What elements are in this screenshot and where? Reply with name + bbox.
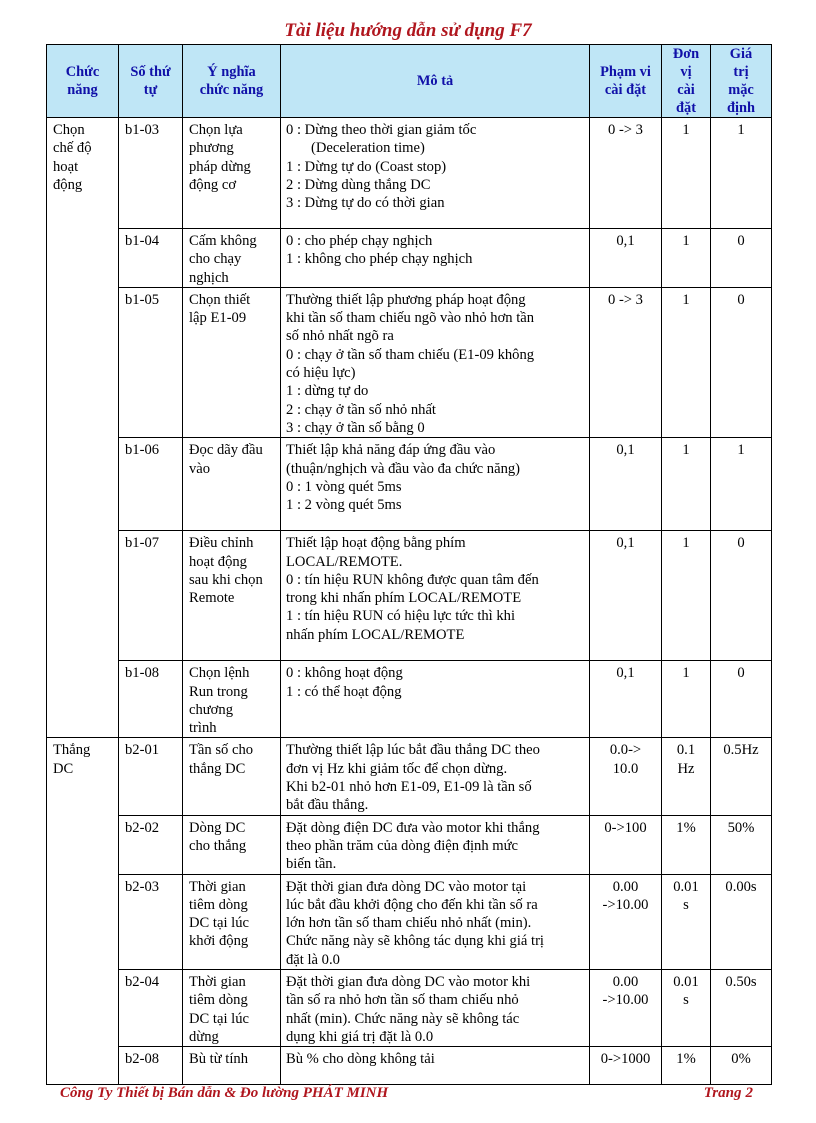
param-code: b1-05 <box>119 287 183 437</box>
table-row <box>47 874 772 969</box>
param-unit: 1% <box>662 1047 711 1085</box>
param-meaning: Điều chỉnh hoạt động sau khi chọn Remote <box>183 531 281 661</box>
param-unit: 1 <box>662 118 711 229</box>
header-meaning: Ý nghĩa chức năng <box>183 45 281 118</box>
param-default: 0 <box>711 229 772 288</box>
param-meaning: Chọn lệnh Run trong chương trình <box>183 661 281 738</box>
param-code: b1-04 <box>119 229 183 288</box>
param-range: 0.00 ->10.00 <box>590 970 662 1047</box>
param-description: Đặt thời gian đưa dòng DC vào motor khi tần số ra nhỏ hơn tần số tham chiếu nhỏ nhất (min). Chức năng này sẽ không tác dụng khi giá trị đặt là 0.0 <box>281 970 590 1047</box>
param-meaning: Chọn lựa phương pháp dừng động cơ <box>183 118 281 229</box>
param-range: 0,1 <box>590 661 662 738</box>
param-unit: 1 <box>662 531 711 661</box>
param-code: b2-01 <box>119 738 183 815</box>
param-code: b2-02 <box>119 815 183 874</box>
table-row <box>47 531 772 661</box>
param-default: 1 <box>711 438 772 531</box>
header-description: Mô tả <box>281 45 590 118</box>
param-meaning: Cấm không cho chạy nghịch <box>183 229 281 288</box>
header-default: Giá trị mặc định <box>711 45 772 118</box>
table-row <box>47 229 772 288</box>
param-unit: 0.01 s <box>662 874 711 969</box>
param-code: b1-03 <box>119 118 183 229</box>
param-meaning: Đọc dãy đầu vào <box>183 438 281 531</box>
param-default: 0.00s <box>711 874 772 969</box>
param-range: 0 -> 3 <box>590 118 662 229</box>
table-row <box>47 815 772 874</box>
param-meaning: Tần số cho thắng DC <box>183 738 281 815</box>
param-description: Thiết lập khả năng đáp ứng đầu vào (thuận/nghịch và đầu vào đa chức năng) 0 : 1 vòng quét 5ms 1 : 2 vòng quét 5ms <box>281 438 590 531</box>
table-row <box>47 661 772 738</box>
table-row <box>47 970 772 1047</box>
param-range: 0,1 <box>590 229 662 288</box>
param-range: 0,1 <box>590 438 662 531</box>
table-row <box>47 738 772 815</box>
header-range: Phạm vi cài đặt <box>590 45 662 118</box>
footer-page <box>700 1085 753 1102</box>
param-meaning: Bù từ tính <box>183 1047 281 1085</box>
page-number: 2 <box>745 1085 753 1101</box>
param-description: Thường thiết lập lúc bắt đầu thắng DC theo đơn vị Hz khi giảm tốc để chọn dừng. Khi b2-01 nhỏ hơn E1-09, E1-09 là tần số bắt đầu thắng. <box>281 738 590 815</box>
table-row <box>47 1047 772 1085</box>
footer-company: Công Ty Thiết bị Bán dẫn & Đo lường PHÁT MINH <box>60 1085 389 1101</box>
param-description: Đặt thời gian đưa dòng DC vào motor tại lúc bắt đầu khởi động cho đến khi tần số ra lớn hơn tần số tham chiếu nhỏ nhất (min). Chức năng này sẽ không tác dụng khi giá trị đặt là 0.0 <box>281 874 590 969</box>
param-code: b1-07 <box>119 531 183 661</box>
param-default: 0.5Hz <box>711 738 772 815</box>
param-code: b1-06 <box>119 438 183 531</box>
param-meaning: Thời gian tiêm dòng DC tại lúc khởi động <box>183 874 281 969</box>
param-description: Bù % cho dòng không tải <box>281 1047 590 1085</box>
param-range: 0->100 <box>590 815 662 874</box>
param-description: 0 : cho phép chạy nghịch 1 : không cho phép chạy nghịch <box>281 229 590 288</box>
param-unit: 0.1 Hz <box>662 738 711 815</box>
param-description: Thiết lập hoạt động bằng phím LOCAL/REMOTE. 0 : tín hiệu RUN không được quan tâm đến trong khi nhấn phím LOCAL/REMOTE 1 : tín hiệu RUN có hiệu lực tức thì khi nhấn phím LOCAL/REMOTE <box>281 531 590 661</box>
param-meaning: Chọn thiết lập E1-09 <box>183 287 281 437</box>
param-default: 0 <box>711 287 772 437</box>
param-code: b1-08 <box>119 661 183 738</box>
header-unit: Đơn vị cài đặt <box>662 45 711 118</box>
param-range: 0.00 ->10.00 <box>590 874 662 969</box>
group-name-dc-braking: Thắng DC <box>47 738 119 1085</box>
param-default: 0% <box>711 1047 772 1085</box>
param-unit: 1% <box>662 815 711 874</box>
param-default: 0.50s <box>711 970 772 1047</box>
param-description: Thường thiết lập phương pháp hoạt động khi tần số tham chiếu ngõ vào nhỏ hơn tần số nhỏ nhất ngõ ra 0 : chạy ở tần số tham chiếu (E1-09 không có hiệu lực) 1 : dừng tự do 2 : chạy ở tần số nhỏ nhất 3 : chạy ở tần số bằng 0 <box>281 287 590 437</box>
param-description: 0 : không hoạt động 1 : có thể hoạt động <box>281 661 590 738</box>
param-description: Đặt dòng điện DC đưa vào motor khi thắng theo phần trăm của dòng điện định mức biến tần. <box>281 815 590 874</box>
group-name-operation-mode: Chọn chế độ hoạt động <box>47 118 119 738</box>
param-code: b2-08 <box>119 1047 183 1085</box>
header-function: Chức năng <box>47 45 119 118</box>
table-row <box>47 118 772 229</box>
param-meaning: Thời gian tiêm dòng DC tại lúc dừng <box>183 970 281 1047</box>
table-header-row <box>47 45 772 118</box>
param-code: b2-03 <box>119 874 183 969</box>
param-default: 0 <box>711 661 772 738</box>
param-meaning: Dòng DC cho thắng <box>183 815 281 874</box>
param-range: 0.0-> 10.0 <box>590 738 662 815</box>
page-label: Trang <box>703 1085 742 1101</box>
table-row <box>47 438 772 531</box>
param-unit: 1 <box>662 229 711 288</box>
param-unit: 1 <box>662 287 711 437</box>
param-default: 1 <box>711 118 772 229</box>
header-number: Số thứ tự <box>119 45 183 118</box>
param-range: 0,1 <box>590 531 662 661</box>
param-unit: 0.01 s <box>662 970 711 1047</box>
table-row <box>47 287 772 437</box>
param-default: 0 <box>711 531 772 661</box>
param-unit: 1 <box>662 438 711 531</box>
parameter-table <box>46 44 772 1085</box>
param-code: b2-04 <box>119 970 183 1047</box>
param-range: 0 -> 3 <box>590 287 662 437</box>
param-description: 0 : Dừng theo thời gian giảm tốc (Deceleration time) 1 : Dừng tự do (Coast stop) 2 : Dừng dùng thắng DC 3 : Dừng tự do có thời gian <box>281 118 590 229</box>
param-unit: 1 <box>662 661 711 738</box>
document-title: Tài liệu hướng dẫn sử dụng F7 <box>284 20 532 41</box>
param-range: 0->1000 <box>590 1047 662 1085</box>
param-default: 50% <box>711 815 772 874</box>
